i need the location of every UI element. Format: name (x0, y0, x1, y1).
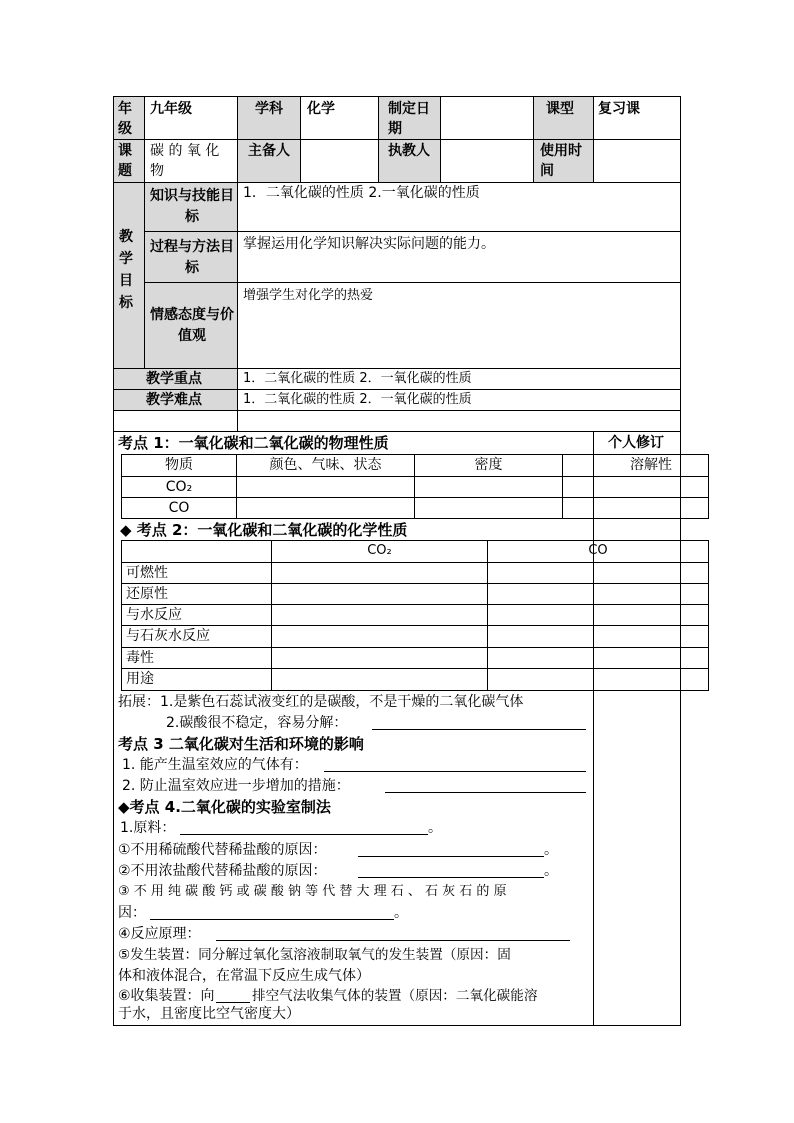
objective-text-emotion: 增强学生对化学的热爱 (243, 288, 374, 303)
section4-q6-line1-a: ⑥收集装置：向 (118, 988, 215, 1004)
chem-row-flammability: 可燃性 (126, 565, 168, 581)
preparer-label: 主备人 (248, 143, 290, 159)
section4-q2: ②不用浓盐酸代替稀盐酸的原因： (118, 863, 327, 879)
objectives-section-label: 教学目标 (119, 229, 133, 311)
section4-q1: ①不用稀硫酸代替稀盐酸的原因： (118, 842, 327, 858)
chem-row-water: 与水反应 (126, 607, 182, 623)
section1-title: 考点 1：一氧化碳和二氧化碳的物理性质 (118, 434, 389, 452)
extension-blank (372, 729, 586, 730)
objective-label-emotion: 情感态度与价值观 (150, 307, 234, 344)
section4-q4: ④反应原理： (118, 926, 201, 942)
topic-value: 碳 的 氧 化 物 (150, 143, 220, 179)
section2-title: ◆ 考点 2：一氧化碳和二氧化碳的化学性质 (120, 521, 408, 539)
usetime-label: 使用时间 (540, 143, 582, 179)
section4-q3-blank (150, 919, 394, 920)
extension-line1: 拓展：1.是紫色石蕊试液变红的是碳酸，不是干燥的二氧化碳气体 (118, 694, 524, 710)
topic-label: 课题 (118, 143, 132, 179)
section4-q3-line2: 因： (118, 905, 146, 921)
key-points-label: 教学重点 (146, 371, 202, 387)
section4-title: ◆考点 4.二氧化碳的实验室制法 (118, 798, 331, 816)
phys-header-density: 密度 (474, 457, 503, 473)
section4-q4-blank (216, 940, 570, 941)
date-label: 制定日期 (388, 101, 430, 137)
section4-q3-end: 。 (394, 905, 408, 921)
section4-q5-line2: 体和液体混合，在常温下反应生成气体） (118, 968, 370, 984)
chem-row-toxicity: 毒性 (126, 650, 154, 666)
section4-q5-line1: ⑤发生装置：同分解过氧化氢溶液制取氧气的发生装置（原因：固 (118, 947, 511, 963)
phys-header-substance: 物质 (165, 457, 193, 473)
revision-label: 个人修订 (608, 435, 664, 451)
teacher-label: 执教人 (388, 143, 430, 159)
section4-raw-end: 。 (428, 820, 442, 836)
section3-item1-blank (324, 771, 586, 772)
section4-q1-blank (358, 856, 544, 857)
section3-title: 考点 3 二氧化碳对生活和环境的影响 (118, 735, 364, 753)
section3-item2-blank (385, 792, 586, 793)
phys-header-appearance: 颜色、气味、状态 (269, 457, 382, 473)
difficult-points-label: 教学难点 (146, 392, 202, 408)
grade-value: 九年级 (150, 101, 192, 117)
difficult-points-text: 1．二氧化碳的性质 2．一氧化碳的性质 (243, 392, 472, 407)
phys-header-solubility: 溶解性 (630, 457, 672, 473)
section4-q3-line1: ③ 不 用 纯 碳 酸 钙 或 碳 酸 钠 等 代 替 大 理 石 、 石 灰 石 的 原 (118, 884, 507, 899)
chem-header-co: CO (588, 543, 608, 558)
section4-q1-end: 。 (544, 842, 558, 858)
section4-raw-blank (180, 834, 428, 835)
phys-row-co: CO (168, 500, 190, 516)
subject-value: 化学 (307, 101, 335, 117)
chem-row-uses: 用途 (126, 671, 154, 687)
section3-item2: 2. 防止温室效应进一步增加的措施： (122, 778, 350, 794)
section3-item1: 1. 能产生温室效应的气体有： (122, 757, 308, 773)
extension-line2: 2.碳酸很不稳定，容易分解： (166, 715, 348, 731)
objective-label-process: 过程与方法目标 (150, 239, 234, 276)
subject-label: 学科 (255, 101, 283, 117)
section4-q6-blank (216, 1002, 250, 1003)
chem-row-reducibility: 还原性 (126, 586, 168, 602)
objective-text-process: 掌握运用化学知识解决实际问题的能力。 (243, 236, 495, 252)
section4-q6-line1-b: 排空气法收集气体的装置（原因：二氧化碳能溶 (252, 988, 538, 1004)
section4-q6-line2: 于水，且密度比空气密度大） (118, 1006, 300, 1022)
objective-label-knowledge: 知识与技能目标 (150, 188, 234, 225)
chem-row-limewater: 与石灰水反应 (126, 628, 210, 644)
phys-row-co2: CO₂ (165, 479, 193, 495)
type-label: 课型 (546, 101, 574, 117)
objective-text-knowledge: 1．二氧化碳的性质 2.一氧化碳的性质 (243, 185, 480, 201)
key-points-text: 1．二氧化碳的性质 2．一氧化碳的性质 (243, 371, 472, 386)
chem-header-co2: CO₂ (367, 543, 392, 558)
section4-q2-end: 。 (544, 863, 558, 879)
type-value: 复习课 (598, 101, 640, 117)
grade-label: 年级 (118, 101, 132, 137)
section4-raw: 1.原料： (120, 820, 176, 836)
section4-q2-blank (358, 877, 544, 878)
